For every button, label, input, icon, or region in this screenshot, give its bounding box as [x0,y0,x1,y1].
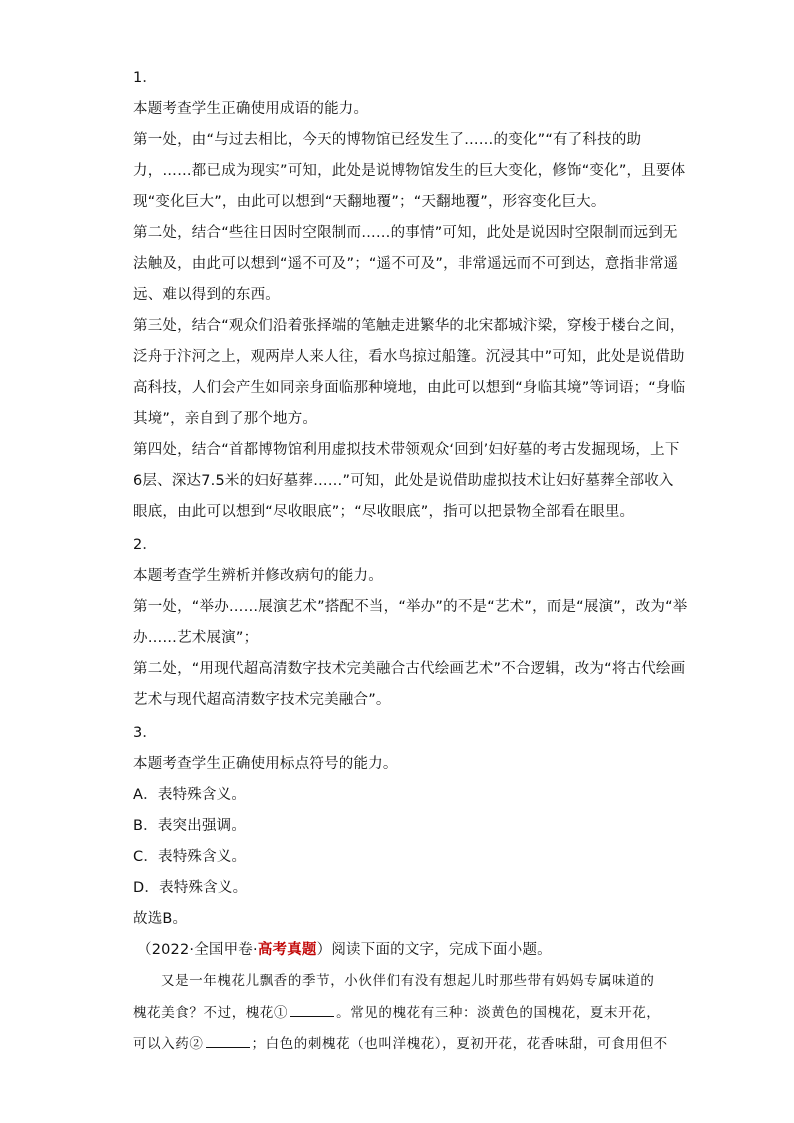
q1-analysis-3-line-4: 其境”，亲自到了那个地方。 [133,411,318,427]
q1-analysis-1-line-1: 第一处，由“与过去相比，今天的博物馆已经发生了……的变化”“有了科技的助 [133,132,642,148]
source-suffix: ）阅读下面的文字，完成下面小题。 [316,942,552,958]
passage-line-3 [133,1033,668,1054]
passage-line-1: 又是一年槐花儿飘香的季节，小伙伴们有没有想起儿时那些带有妈妈专属味道的 [161,973,655,989]
q2-analysis-2-line-2: 艺术与现代超高清数字技术完美融合”。 [133,692,391,708]
q3-option-c: C．表特殊含义。 [133,849,247,865]
q1-analysis-1-line-3: 现“变化巨大”，由此可以想到“天翻地覆”；“天翻地覆”，形容变化巨大。 [133,194,606,210]
q1-analysis-4-line-1: 第四处，结合“首都博物馆利用虚拟技术带领观众‘回到’妇好墓的考古发掘现场，上下 [133,442,680,458]
fill-blank-2[interactable] [206,1033,250,1048]
q1-analysis-3-line-1: 第三处，结合“观众们沿着张择端的笔触走进繁华的北宋都城汴梁，穿梭于楼台之间， [133,318,685,334]
q3-answer: 故选B。 [133,911,188,927]
q2-analysis-2-line-1: 第二处，“用现代超高清数字技术完美融合古代绘画艺术”不合逻辑，改为“将古代绘画 [133,661,686,677]
q1-analysis-1-line-2: 力，……都已成为现实”可知，此处是说博物馆发生的巨大变化，修饰“变化”，且要体 [133,163,686,179]
q1-analysis-3-line-3: 高科技，人们会产生如同亲身面临那种境地，由此可以想到“身临其境”等词语；“身临 [133,380,686,396]
question-2-number: 2． [133,537,158,553]
q2-analysis-1-line-2: 办……艺术展演”； [133,630,259,646]
passage-line-2-end: 。常见的槐花有三种：淡黄色的国槐花，夏末开花， [336,1005,661,1021]
source-tag: 高考真题 [257,942,317,958]
source-prefix: （2022·全国甲卷· [137,942,258,958]
q3-option-b: B．表突出强调。 [133,818,247,834]
fill-blank-1[interactable] [290,1002,334,1017]
q1-analysis-2-line-3: 远、难以得到的东西。 [133,287,280,303]
q1-analysis-4-line-2: 6层、深达7.5米的妇好墓葬……”可知，此处是说借助虚拟技术让妇好墓葬全部收入 [133,473,674,489]
question-1-intro: 本题考查学生正确使用成语的能力。 [133,101,369,117]
passage-line-2 [133,1002,660,1023]
question-1-number: 1． [133,70,158,86]
passage-source-line [137,940,552,960]
q3-option-a: A．表特殊含义。 [133,787,247,803]
q1-analysis-2-line-1: 第二处，结合“些往日因时空限制而……的事情”可知，此处是说因时空限制而远到无 [133,225,678,241]
passage-line-3-end: ；白色的刺槐花（也叫洋槐花），夏初开花，花香味甜，可食用但不 [251,1036,668,1052]
question-3-number: 3． [133,725,158,741]
q1-analysis-2-line-2: 法触及，由此可以想到“遥不可及”；“遥不可及”，非常遥远而不可到达，意指非常遥 [133,256,679,272]
q3-option-d: D．表特殊含义。 [133,880,248,896]
passage-line-3-start: 可以入药② [133,1036,204,1052]
q2-analysis-1-line-1: 第一处，“举办……展演艺术”搭配不当，“举办”的不是“艺术”，而是“展演”，改为“举 [133,599,688,615]
q1-analysis-3-line-2: 泛舟于汴河之上，观两岸人来人往，看水鸟掠过船篷。沉浸其中”可知，此处是说借助 [133,349,685,365]
question-2-intro: 本题考查学生辨析并修改病句的能力。 [133,568,383,584]
question-3-intro: 本题考查学生正确使用标点符号的能力。 [133,756,398,772]
q1-analysis-4-line-3: 眼底，由此可以想到“尽收眼底”；“尽收眼底”，指可以把景物全部看在眼里。 [133,504,635,520]
passage-line-2-start: 槐花美食？不过，槐花① [133,1005,289,1021]
